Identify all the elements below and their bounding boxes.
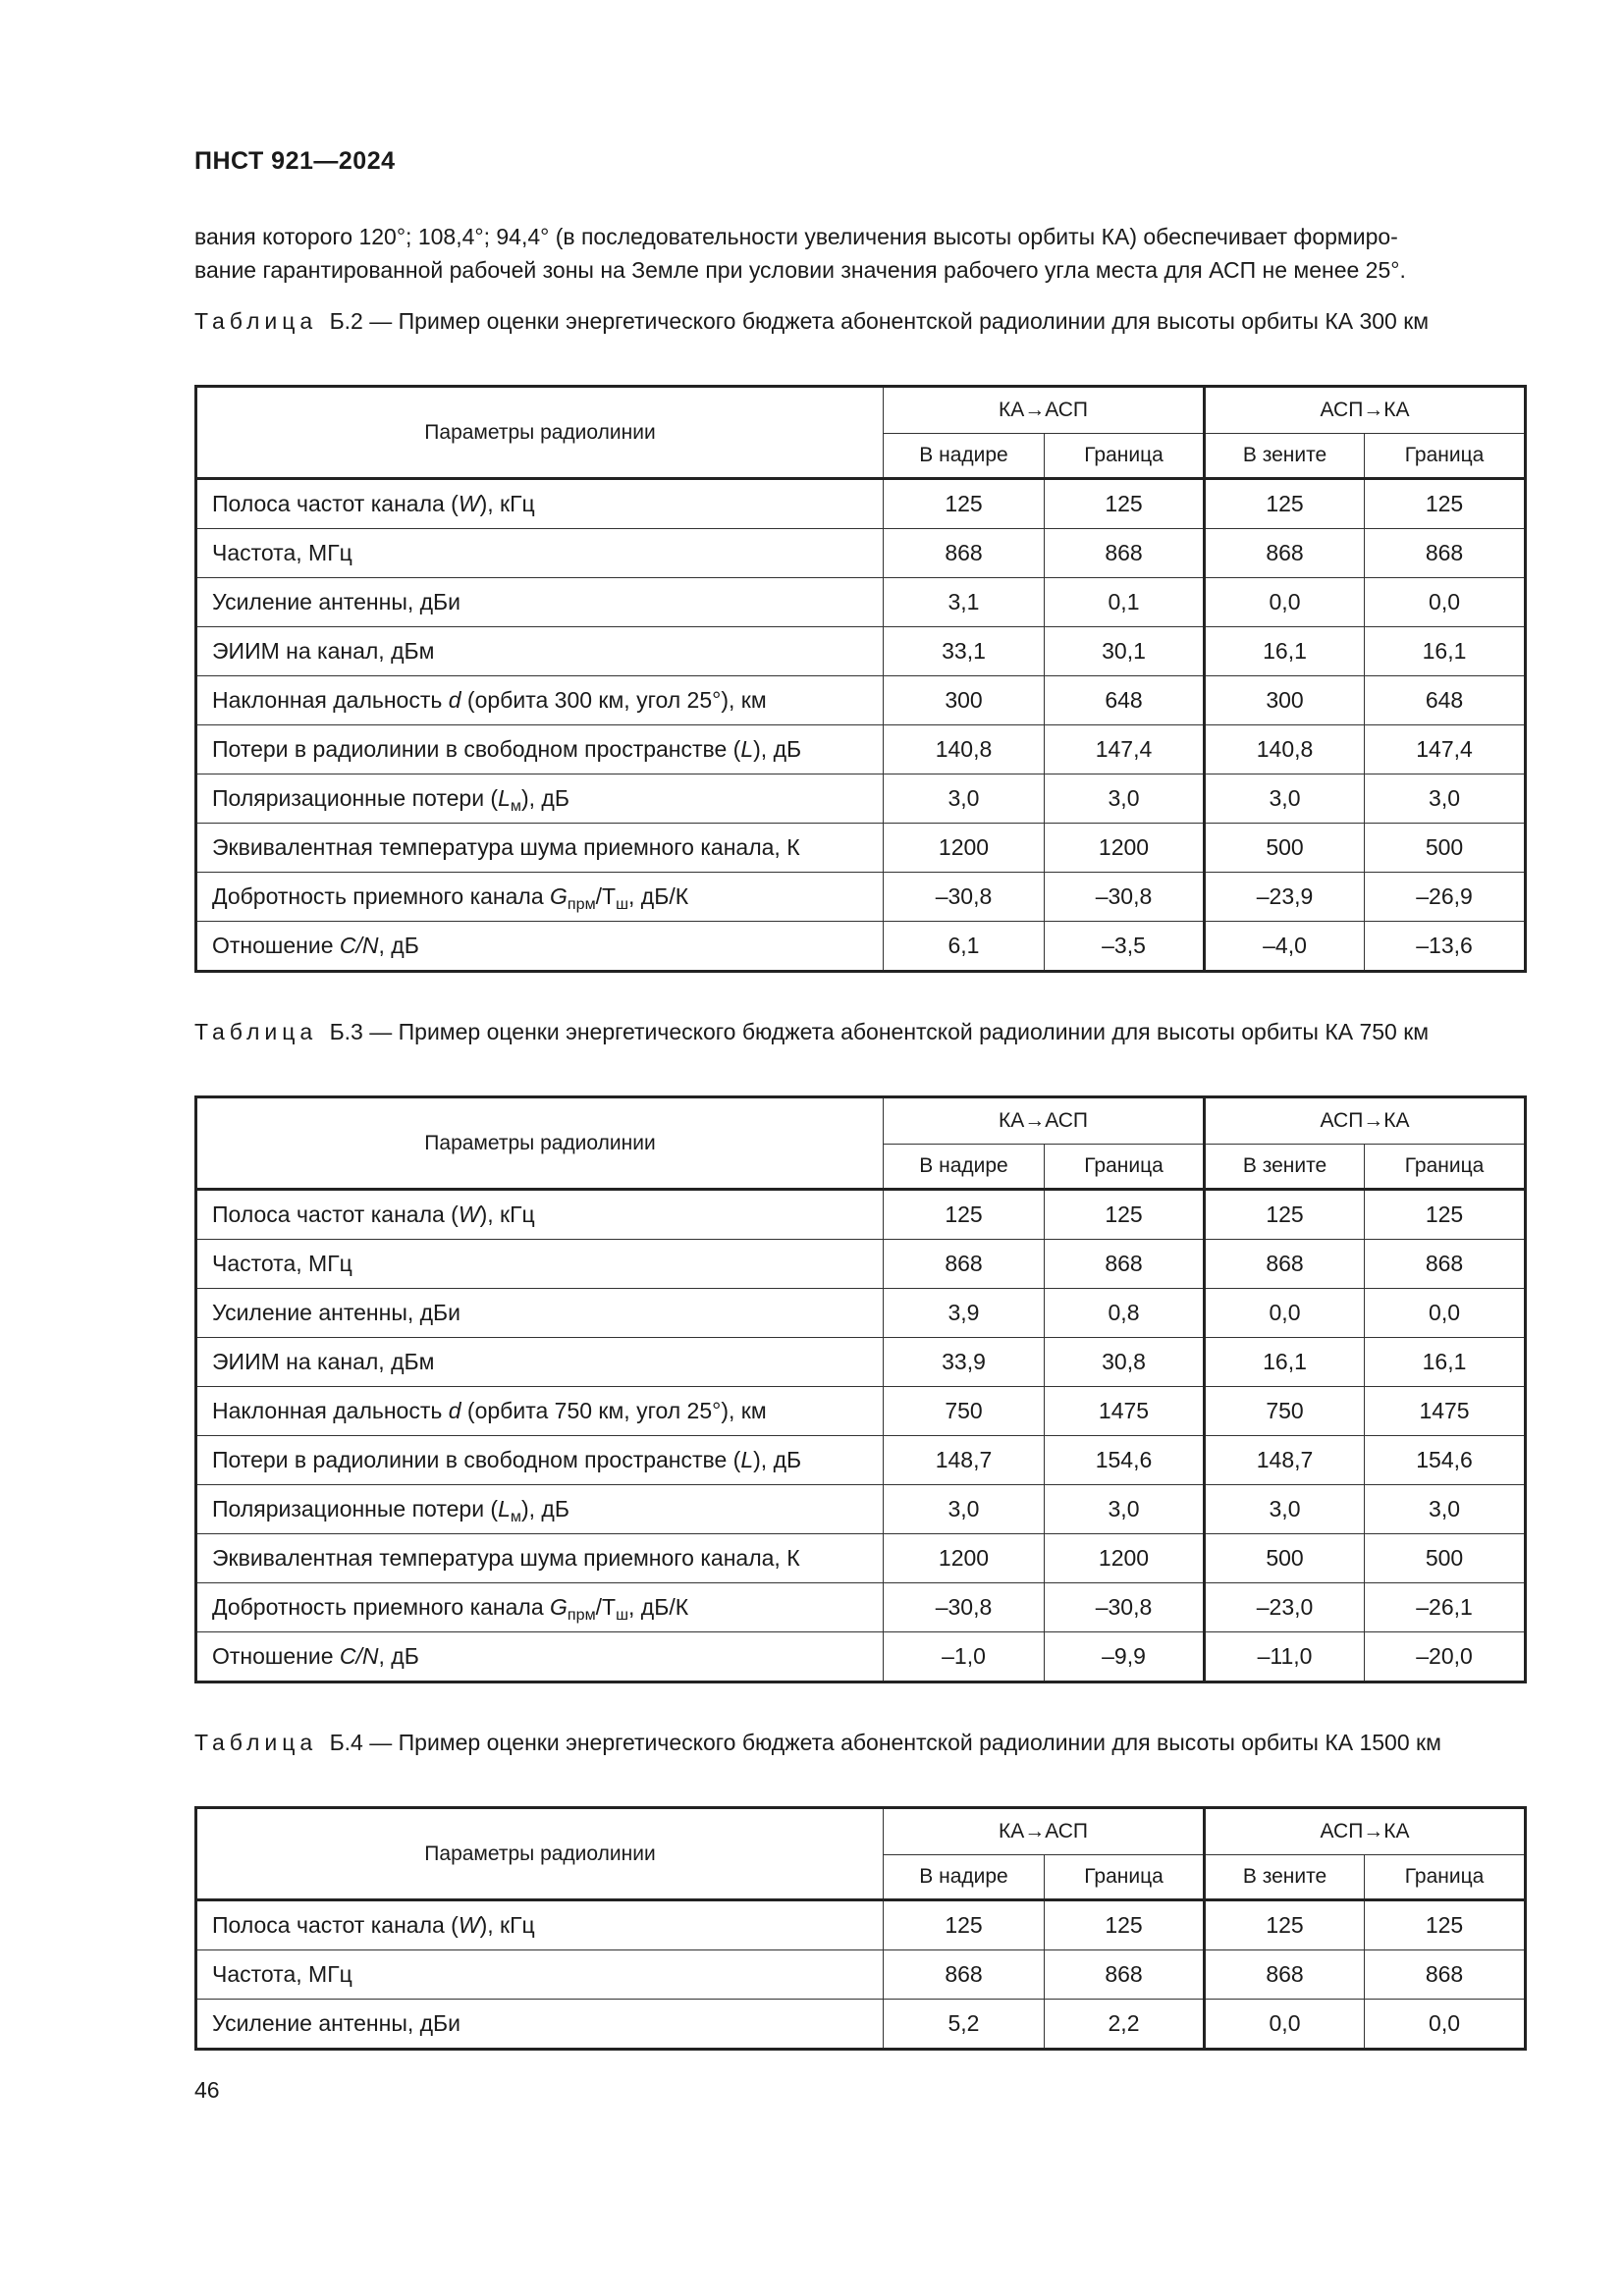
value-cell: 868	[1365, 529, 1526, 578]
value-cell: 140,8	[884, 725, 1045, 774]
value-cell: 0,0	[1365, 1289, 1526, 1338]
value-cell: 500	[1205, 824, 1365, 873]
value-cell: 140,8	[1205, 725, 1365, 774]
value-cell: 1200	[1045, 1534, 1205, 1583]
value-cell: 147,4	[1045, 725, 1205, 774]
value-cell: 0,0	[1205, 578, 1365, 627]
intro-line-2: вание гарантированной рабочей зоны на Земле при условии значения рабочего угла места для АСП не менее 25°.	[194, 257, 1406, 283]
sub-header-border: Граница	[1365, 434, 1526, 479]
value-cell: 0,0	[1365, 578, 1526, 627]
param-path-loss: Потери в радиолинии в свободном пространстве (L), дБ	[196, 1436, 884, 1485]
value-cell: –30,8	[1045, 1583, 1205, 1632]
table-b2-caption	[194, 306, 1510, 336]
intro-line-1: вания которого 120°; 108,4°; 94,4° (в последовательности увеличения высоты орбиты КА) обеспечивает формиро-	[194, 224, 1398, 249]
table-row	[196, 578, 1526, 627]
value-cell: 125	[884, 1190, 1045, 1240]
param-header: Параметры радиолинии	[196, 1808, 884, 1900]
param-gain: Усиление антенны, дБи	[196, 2000, 884, 2050]
value-cell: –30,8	[884, 873, 1045, 922]
table-row	[196, 479, 1526, 529]
table-row	[196, 1485, 1526, 1534]
value-cell: –11,0	[1205, 1632, 1365, 1682]
param-path-loss: Потери в радиолинии в свободном пространстве (L), дБ	[196, 725, 884, 774]
param-eirp: ЭИИМ на канал, дБм	[196, 627, 884, 676]
value-cell: 3,1	[884, 578, 1045, 627]
value-cell: 1475	[1045, 1387, 1205, 1436]
value-cell: 16,1	[1365, 1338, 1526, 1387]
sub-header-zenith: В зените	[1205, 1145, 1365, 1190]
value-cell: 868	[1205, 1240, 1365, 1289]
table-row	[196, 1240, 1526, 1289]
value-cell: 750	[1205, 1387, 1365, 1436]
value-cell: 125	[1365, 1190, 1526, 1240]
value-cell: 33,1	[884, 627, 1045, 676]
value-cell: 125	[884, 479, 1045, 529]
value-cell: 16,1	[1365, 627, 1526, 676]
group-down-header: КА→АСП	[884, 1808, 1205, 1855]
table-b2	[194, 385, 1527, 973]
sub-header-border: Граница	[1045, 434, 1205, 479]
table-row	[196, 922, 1526, 972]
param-cn-ratio: Отношение C/N, дБ	[196, 922, 884, 972]
param-gt-ratio: Добротность приемного канала $G_{прм}/Т_ш$, дБ/К	[196, 1583, 884, 1632]
sub-header-border: Граница	[1365, 1855, 1526, 1900]
group-up-header: АСП→КА	[1205, 387, 1526, 434]
param-frequency: Частота, МГц	[196, 1240, 884, 1289]
sub-header-nadir: В надире	[884, 1855, 1045, 1900]
value-cell: 0,0	[1205, 2000, 1365, 2050]
sub-header-border: Граница	[1045, 1855, 1205, 1900]
value-cell: 3,0	[1045, 774, 1205, 824]
table-row	[196, 774, 1526, 824]
value-cell: 125	[884, 1900, 1045, 1950]
value-cell: 1200	[1045, 824, 1205, 873]
table-row	[196, 627, 1526, 676]
sub-header-nadir: В надире	[884, 434, 1045, 479]
value-cell: 1200	[884, 824, 1045, 873]
param-noise-temperature: Эквивалентная температура шума приемного канала, К	[196, 1534, 884, 1583]
value-cell: 750	[884, 1387, 1045, 1436]
value-cell: 868	[884, 529, 1045, 578]
group-down-header: КА→АСП	[884, 1097, 1205, 1145]
table-row	[196, 824, 1526, 873]
param-eirp: ЭИИМ на канал, дБм	[196, 1338, 884, 1387]
page-number: 46	[194, 2077, 220, 2103]
value-cell: –9,9	[1045, 1632, 1205, 1682]
value-cell: 2,2	[1045, 2000, 1205, 2050]
table-row	[196, 1338, 1526, 1387]
value-cell: 3,0	[1365, 774, 1526, 824]
caption-text: Б.2 — Пример оценки энергетического бюджета абонентской радиолинии для высоты орбиты КА 300 км	[329, 308, 1430, 334]
table-row	[196, 1583, 1526, 1632]
param-gain: Усиление антенны, дБи	[196, 578, 884, 627]
value-cell: 30,8	[1045, 1338, 1205, 1387]
value-cell: 1475	[1365, 1387, 1526, 1436]
param-polarization-loss: Поляризационные потери $(L_м)$, дБ	[196, 774, 884, 824]
table-row	[196, 1900, 1526, 1950]
value-cell: –3,5	[1045, 922, 1205, 972]
param-slant-range: Наклонная дальность d (орбита 300 км, угол 25°), км	[196, 676, 884, 725]
table-row	[196, 725, 1526, 774]
param-gain: Усиление антенны, дБи	[196, 1289, 884, 1338]
sub-header-zenith: В зените	[1205, 1855, 1365, 1900]
value-cell: 0,0	[1205, 1289, 1365, 1338]
table-row	[196, 2000, 1526, 2050]
value-cell: 3,0	[1045, 1485, 1205, 1534]
value-cell: –26,9	[1365, 873, 1526, 922]
value-cell: 868	[1365, 1240, 1526, 1289]
table-row	[196, 1534, 1526, 1583]
table-row	[196, 873, 1526, 922]
value-cell: 148,7	[1205, 1436, 1365, 1485]
value-cell: 16,1	[1205, 1338, 1365, 1387]
value-cell: 154,6	[1045, 1436, 1205, 1485]
value-cell: 125	[1045, 479, 1205, 529]
value-cell: 868	[1045, 529, 1205, 578]
value-cell: –4,0	[1205, 922, 1365, 972]
caption-label: Таблица	[194, 1730, 318, 1755]
table-row	[196, 676, 1526, 725]
table-row	[196, 1289, 1526, 1338]
value-cell: 3,0	[1205, 1485, 1365, 1534]
value-cell: 0,0	[1365, 2000, 1526, 2050]
sub-header-zenith: В зените	[1205, 434, 1365, 479]
value-cell: 868	[884, 1950, 1045, 2000]
value-cell: 0,8	[1045, 1289, 1205, 1338]
value-cell: 3,0	[1205, 774, 1365, 824]
value-cell: 868	[1045, 1240, 1205, 1289]
group-up-header: АСП→КА	[1205, 1808, 1526, 1855]
value-cell: –23,9	[1205, 873, 1365, 922]
table-b3-caption	[194, 1017, 1510, 1046]
table-row	[196, 1632, 1526, 1682]
value-cell: 500	[1365, 1534, 1526, 1583]
value-cell: 3,9	[884, 1289, 1045, 1338]
value-cell: 125	[1205, 479, 1365, 529]
table-b4	[194, 1806, 1527, 2051]
param-header: Параметры радиолинии	[196, 1097, 884, 1190]
group-down-header: КА→АСП	[884, 387, 1205, 434]
param-cn-ratio: Отношение C/N, дБ	[196, 1632, 884, 1682]
value-cell: 148,7	[884, 1436, 1045, 1485]
value-cell: 125	[1365, 1900, 1526, 1950]
value-cell: 125	[1205, 1900, 1365, 1950]
value-cell: 500	[1365, 824, 1526, 873]
value-cell: 3,0	[884, 774, 1045, 824]
table-row	[196, 1387, 1526, 1436]
value-cell: 868	[1365, 1950, 1526, 2000]
param-polarization-loss: Поляризационные потери $(L_м)$, дБ	[196, 1485, 884, 1534]
value-cell: –30,8	[884, 1583, 1045, 1632]
value-cell: –1,0	[884, 1632, 1045, 1682]
value-cell: 125	[1205, 1190, 1365, 1240]
table-row	[196, 1190, 1526, 1240]
param-frequency: Частота, МГц	[196, 1950, 884, 2000]
param-noise-temperature: Эквивалентная температура шума приемного канала, К	[196, 824, 884, 873]
value-cell: 868	[1205, 529, 1365, 578]
value-cell: 868	[1205, 1950, 1365, 2000]
sub-header-border: Граница	[1365, 1145, 1526, 1190]
document-id: ПНСТ 921—2024	[194, 147, 396, 175]
value-cell: 154,6	[1365, 1436, 1526, 1485]
caption-text: Б.4 — Пример оценки энергетического бюджета абонентской радиолинии для высоты орбиты КА 1500 км	[329, 1730, 1441, 1755]
param-bandwidth: Полоса частот канала (W), кГц	[196, 1190, 884, 1240]
value-cell: 300	[1205, 676, 1365, 725]
value-cell: 648	[1365, 676, 1526, 725]
value-cell: 3,0	[884, 1485, 1045, 1534]
param-bandwidth: Полоса частот канала (W), кГц	[196, 479, 884, 529]
value-cell: 125	[1045, 1190, 1205, 1240]
table-b4-caption	[194, 1728, 1510, 1757]
value-cell: 16,1	[1205, 627, 1365, 676]
value-cell: 6,1	[884, 922, 1045, 972]
value-cell: 868	[884, 1240, 1045, 1289]
table-row	[196, 1950, 1526, 2000]
caption-label: Таблица	[194, 308, 318, 334]
value-cell: 125	[1045, 1900, 1205, 1950]
value-cell: 5,2	[884, 2000, 1045, 2050]
param-header: Параметры радиолинии	[196, 387, 884, 479]
caption-text: Б.3 — Пример оценки энергетического бюджета абонентской радиолинии для высоты орбиты КА 750 км	[329, 1019, 1430, 1044]
intro-paragraph	[194, 220, 1510, 287]
value-cell: –26,1	[1365, 1583, 1526, 1632]
value-cell: 500	[1205, 1534, 1365, 1583]
param-gt-ratio: Добротность приемного канала $G_{прм}/Т_ш$, дБ/К	[196, 873, 884, 922]
param-bandwidth: Полоса частот канала (W), кГц	[196, 1900, 884, 1950]
sub-header-nadir: В надире	[884, 1145, 1045, 1190]
param-slant-range: Наклонная дальность d (орбита 750 км, угол 25°), км	[196, 1387, 884, 1436]
value-cell: 648	[1045, 676, 1205, 725]
table-row	[196, 529, 1526, 578]
param-frequency: Частота, МГц	[196, 529, 884, 578]
caption-label: Таблица	[194, 1019, 318, 1044]
value-cell: –20,0	[1365, 1632, 1526, 1682]
value-cell: 33,9	[884, 1338, 1045, 1387]
group-up-header: АСП→КА	[1205, 1097, 1526, 1145]
sub-header-border: Граница	[1045, 1145, 1205, 1190]
table-b3	[194, 1095, 1527, 1683]
value-cell: –23,0	[1205, 1583, 1365, 1632]
value-cell: 125	[1365, 479, 1526, 529]
value-cell: 1200	[884, 1534, 1045, 1583]
value-cell: –13,6	[1365, 922, 1526, 972]
value-cell: –30,8	[1045, 873, 1205, 922]
value-cell: 3,0	[1365, 1485, 1526, 1534]
table-row	[196, 1436, 1526, 1485]
value-cell: 868	[1045, 1950, 1205, 2000]
value-cell: 30,1	[1045, 627, 1205, 676]
value-cell: 147,4	[1365, 725, 1526, 774]
value-cell: 0,1	[1045, 578, 1205, 627]
value-cell: 300	[884, 676, 1045, 725]
